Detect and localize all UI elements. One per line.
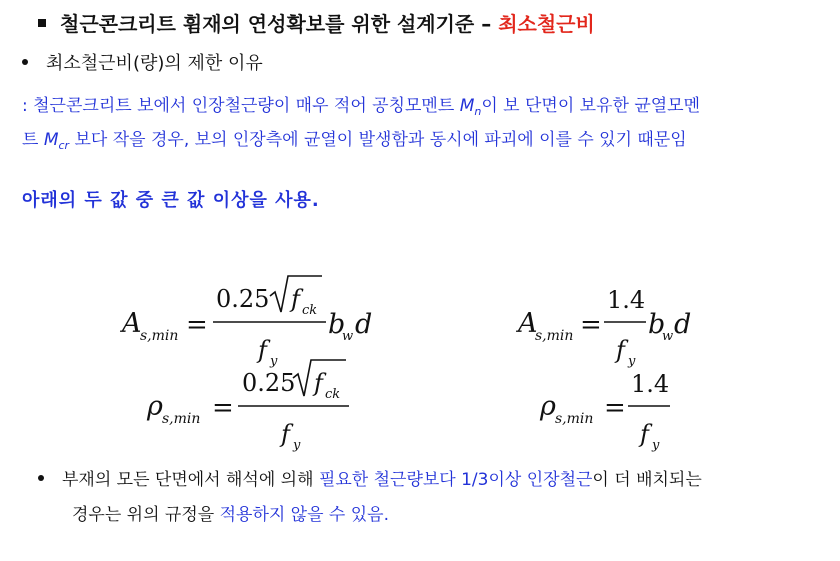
svg-text:s,min: s,min [555, 411, 594, 427]
round-bullet-icon [38, 475, 44, 481]
svg-text:f: f [258, 336, 267, 364]
svg-text:A: A [518, 308, 538, 339]
mn-symbol: $M_n$ [459, 96, 482, 118]
svg-text:ρ: ρ [147, 391, 163, 422]
note-text-2: 이 더 배치되는 [592, 470, 702, 490]
svg-text:y: y [270, 354, 278, 369]
svg-text:f: f [616, 336, 625, 364]
reason-text-3: 트 [22, 130, 44, 150]
svg-text:w: w [342, 329, 354, 344]
svg-text:f: f [291, 285, 300, 313]
svg-text:1.4: 1.4 [607, 286, 646, 314]
note-line-1 [38, 465, 702, 490]
svg-text:s,min: s,min [140, 328, 179, 344]
svg-text:ck: ck [325, 387, 341, 402]
svg-text:f: f [314, 369, 323, 397]
instruction-text: 아래의 두 값 중 큰 값 이상을 사용. [22, 190, 320, 211]
title-highlight: 최소철근비 [498, 12, 595, 36]
formula-rho-min-1 [146, 360, 349, 453]
svg-text:s,min: s,min [535, 328, 574, 344]
svg-text:b: b [328, 309, 346, 340]
formula-as-min-2 [515, 286, 691, 369]
bullet-reason-heading [22, 49, 263, 75]
reason-text-4: 보다 작을 경우, 보의 인장측에 균열이 발생함과 동시에 파괴에 이를 수 있기 때문임 [69, 130, 687, 150]
formula-area [0, 270, 840, 455]
note-text-3: 경우는 위의 규정을 [72, 505, 220, 525]
svg-text:=: = [212, 393, 234, 423]
reason-line-2 [22, 125, 687, 152]
svg-text:ρ: ρ [540, 391, 556, 422]
mcr-symbol: $M_{cr}$ [43, 130, 70, 152]
square-bullet-icon [38, 19, 46, 27]
svg-text:s,min: s,min [162, 411, 201, 427]
svg-text:1.4: 1.4 [631, 370, 670, 398]
bullet-text: 최소철근비(량)의 제한 이유 [46, 53, 263, 74]
svg-text:y: y [293, 438, 301, 453]
svg-text:y: y [628, 354, 636, 369]
note-text-1: 부재의 모든 단면에서 해석에 의해 [62, 470, 319, 490]
svg-text:d: d [355, 309, 373, 340]
reason-line-1 [22, 91, 700, 118]
formula-as-min-1 [119, 276, 372, 369]
svg-text:0.25: 0.25 [242, 369, 296, 397]
title-prefix: 철근콘크리트 휨재의 연성확보를 위한 설계기준 – [60, 12, 499, 36]
svg-text:d: d [674, 309, 692, 340]
svg-text:y: y [652, 438, 660, 453]
formula-rho-min-2 [539, 370, 670, 453]
note-highlight-1: 필요한 철근량보다 1/3이상 인장철근 [318, 470, 593, 490]
svg-text:=: = [580, 310, 602, 340]
svg-text:0.25: 0.25 [216, 285, 270, 313]
svg-text:A: A [122, 308, 142, 339]
svg-text:ck: ck [302, 303, 318, 318]
svg-text:=: = [604, 393, 626, 423]
svg-text:b: b [648, 309, 666, 340]
reason-text-2: 이 보 단면이 보유한 균열모멘 [481, 96, 701, 116]
note-line-2 [72, 500, 389, 525]
round-bullet-icon [22, 59, 28, 65]
svg-text:f: f [281, 420, 290, 448]
svg-text:w: w [662, 329, 674, 344]
slide-title [38, 8, 595, 37]
svg-text:f: f [640, 420, 649, 448]
svg-text:=: = [186, 310, 208, 340]
note-highlight-2: 적용하지 않을 수 있음. [219, 505, 390, 525]
reason-text-1: : 철근콘크리트 보에서 인장철근량이 매우 적어 공칭모멘트 [22, 96, 460, 116]
